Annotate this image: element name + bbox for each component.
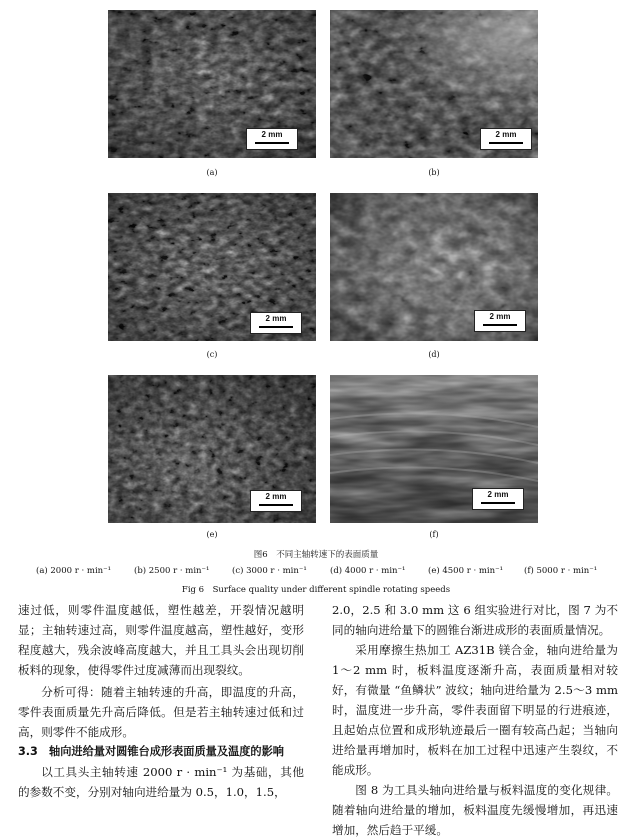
legend-item: (a) 2000 r · min⁻¹ [36,566,112,576]
paragraph: 图 8 为工具头轴向进给量与板料温度的变化规律。随着轴向进给量的增加，板料温度先缓慢增加，再迅速增加，然后趋于平缓。 [332,783,618,837]
right-column [332,600,618,840]
scale-bar-f: 2 mm [472,488,524,510]
paragraph: 速过低，则零件温度越低，塑性越差，开裂情况越明显；主轴转速过高，则零件温度越高，塑性越好，变形程度越大，残余波峰高度越大，并且工具头会出现切削板料的现象，使得零件过度减薄而出现裂纹。 [18,603,304,677]
legend-item: (e) 4500 r · min⁻¹ [428,566,504,576]
paragraph: 采用摩擦生热加工 AZ31B 镁合金，轴向进给量为 1～2 mm 时，板料温度逐渐升高，表面质量相对较好，有微量 “鱼鳞状” 波纹；轴向进给量为 2.5～3 mm 时，温度进一步升高，零件表面留下明显的行进痕迹，且起始点位置和成形轨迹最后一圈有较高凸起；当轴向进给量再增加时，板料在加工过程中迅速产生裂纹，不能成形。 [332,643,618,777]
figure-caption-cn: 图6 不同主轴转速下的表面质量 [253,550,379,560]
figure-caption-en: Fig 6 Surface quality under different spindle rotating speeds [181,585,451,595]
legend-item: (d) 4000 r · min⁻¹ [330,566,406,576]
scale-bar-e: 2 mm [250,490,302,512]
paragraph: 分析可得：随着主轴转速的升高，即温度的升高，零件表面质量先升高后降低。但是若主轴转速过低和过高，则零件不能成形。 [18,685,304,739]
scale-bar-c: 2 mm [250,312,302,334]
scale-bar-a: 2 mm [246,128,298,150]
paragraph: 2.0，2.5 和 3.0 mm 这 6 组实验进行对比，图 7 为不同的轴向进给量下的圆锥台渐进成形的表面质量情况。 [332,603,618,637]
scale-bar-d: 2 mm [474,310,526,332]
legend-item: (b) 2500 r · min⁻¹ [134,566,210,576]
paragraph: 以工具头主轴转速 2000 r · min⁻¹ 为基础，其他的参数不变，分别对轴向进给量为 0.5，1.0，1.5， [18,765,304,799]
section-heading: 3.3 轴向进给量对圆锥台成形表面质量及温度的影响 [18,745,284,758]
panel-label-a: (a) [206,168,218,177]
panel-label-c: (c) [206,350,218,359]
panel-label-d: (d) [428,350,440,359]
legend-item: (f) 5000 r · min⁻¹ [524,566,598,576]
panel-label-f: (f) [429,530,439,539]
legend-item: (c) 3000 r · min⁻¹ [232,566,307,576]
left-column [18,600,304,802]
panel-label-b: (b) [428,168,440,177]
panel-label-e: (e) [206,530,218,539]
scale-bar-b: 2 mm [480,128,532,150]
